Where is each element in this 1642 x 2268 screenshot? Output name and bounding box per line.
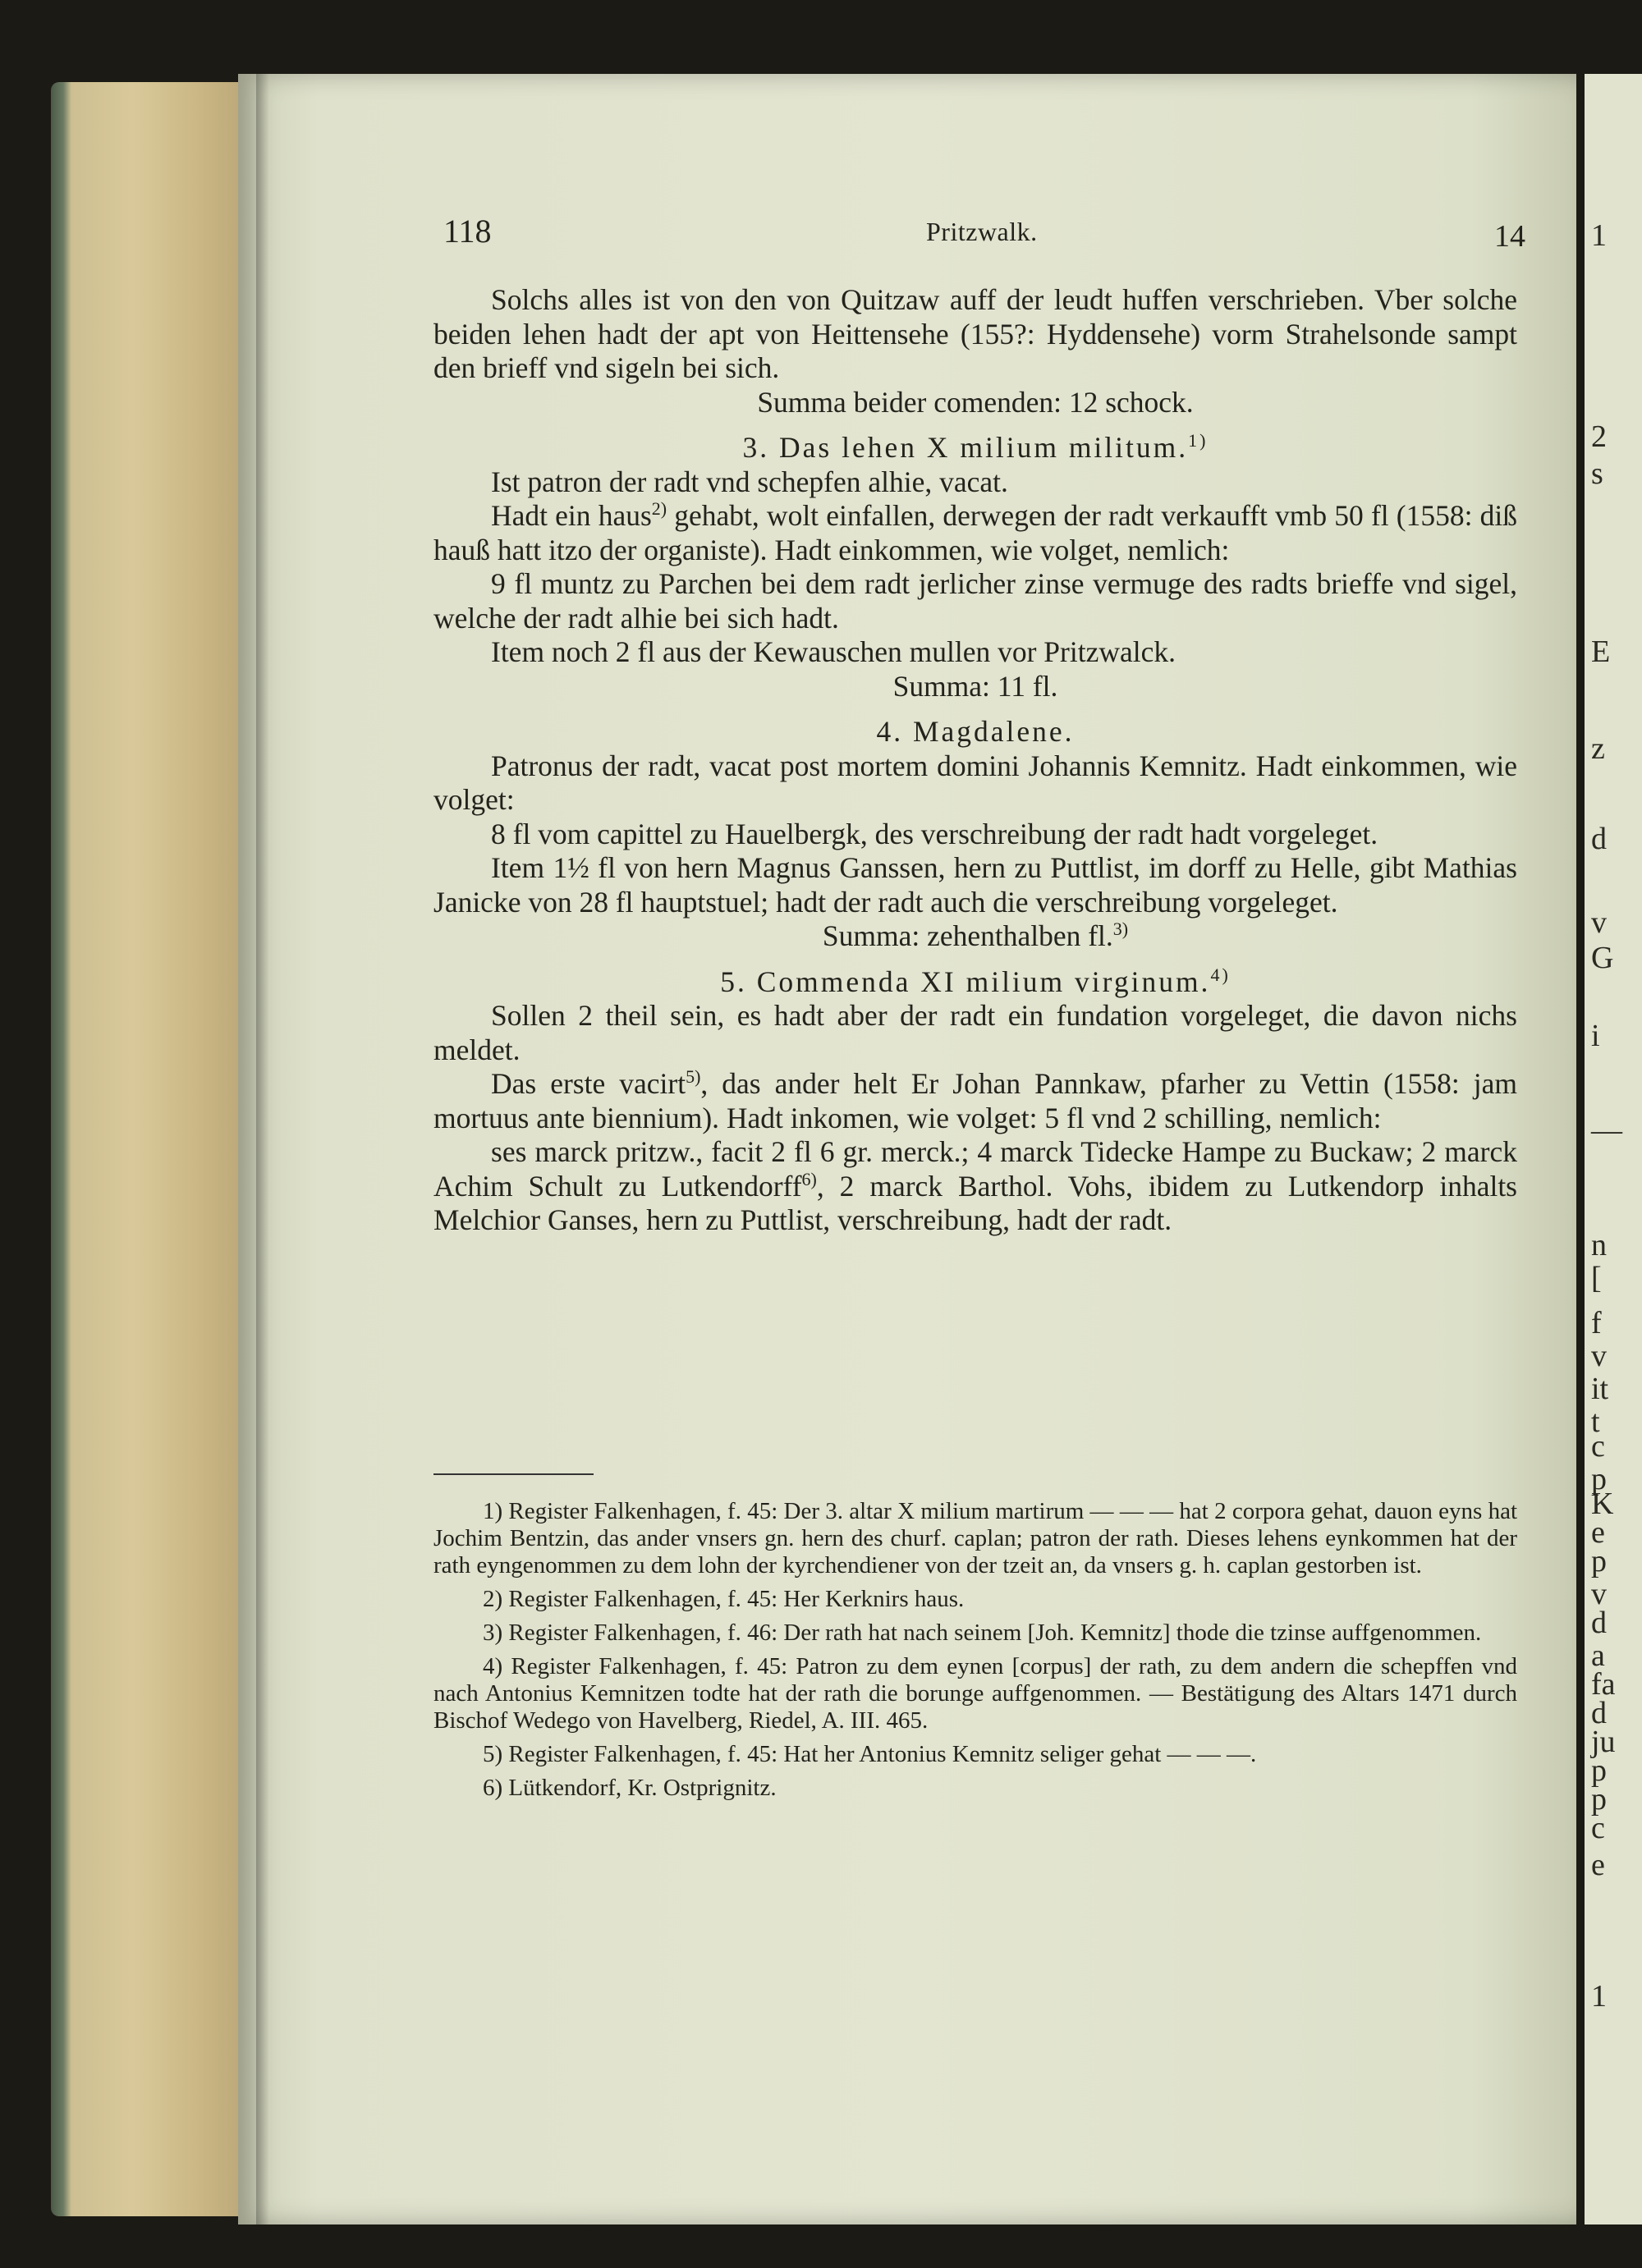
section-heading: 5. Commenda XI milium virginum.$^{4)}$ <box>720 964 1231 998</box>
next-page-edge <box>1585 74 1642 2224</box>
next-page-fragment: a <box>1591 1638 1605 1673</box>
facing-page-number: 14 <box>1494 219 1525 254</box>
next-page-fragment: f <box>1591 1306 1602 1340</box>
paragraph: Item noch 2 fl aus der Kewauschen mullen vor Pritzwalck. <box>491 635 1176 668</box>
section-heading: 3. Das lehen X milium militum.$^{1)}$ <box>742 429 1209 464</box>
next-page-fragment: p <box>1591 1753 1607 1788</box>
next-page-fragment: E <box>1591 635 1611 669</box>
next-page-fragment: s <box>1591 456 1603 491</box>
next-page-fragment: [ <box>1591 1261 1602 1295</box>
paragraph: ses marck pritzw., facit 2 fl 6 gr. merck.; 4 marck Tidecke Hampe zu Buckaw; 2 marck Achim Schult zu Lutkendorff$^{6)}$, 2 marck Barthol. Vohs, ibidem zu Lutkendorp inhalts Melchior Ganses, hern zu Puttlist, verschreibung, hadt der radt. <box>433 1135 1517 1236</box>
paragraph: Item 1½ fl von hern Magnus Ganssen, hern zu Puttlist, im dorff zu Helle, gibt Mathias Janicke von 28 fl hauptstuel; hadt der radt auch die verschreibung vorgeleget. <box>433 851 1517 919</box>
next-page-fragment: n <box>1591 1228 1607 1262</box>
footnote-divider <box>433 1473 594 1475</box>
next-page-fragment: e <box>1591 1848 1605 1882</box>
next-page-fragment: e <box>1591 1515 1605 1550</box>
paragraph: Ist patron der radt vnd schepfen alhie, vacat. <box>491 465 1008 498</box>
next-page-fragment: 2 <box>1591 419 1607 454</box>
next-page-fragment: K <box>1591 1487 1614 1521</box>
footnote-ref: 4) <box>1210 964 1231 985</box>
footnote: 6) Lütkendorf, Kr. Ostprignitz. <box>483 1775 777 1801</box>
footnotes <box>433 1498 1517 1808</box>
running-title: Pritzwalk. <box>926 217 1038 246</box>
page-number: 118 <box>443 213 492 250</box>
paragraph: Hadt ein haus$^{2)}$ gehabt, wolt einfallen, derwegen der radt verkaufft vmb 50 fl (1558: diß hauß hatt itzo der organiste). Hadt einkommen, wie volget, nemlich: <box>433 497 1518 566</box>
next-page-fragment: 1 <box>1591 1979 1607 2014</box>
footnote-ref: 2) <box>651 497 667 519</box>
book-page-edges <box>51 82 256 2216</box>
summa-line: Summa: zehenthalben fl.$^{3)}$ <box>822 918 1129 952</box>
footnote: 2) Register Falkenhagen, f. 45: Her Kerknirs haus. <box>483 1586 965 1612</box>
next-page-fragment: i <box>1591 1019 1600 1053</box>
paragraph: 9 fl muntz zu Parchen bei dem radt jerlicher zinse vermuge des radts brieffe vnd sigel, welche der radt alhie bei sich hadt. <box>433 567 1517 635</box>
footnote: 3) Register Falkenhagen, f. 46: Der rath hat nach seinem [Joh. Kemnitz] thode die tzinse auffgenommen. <box>483 1620 1482 1646</box>
next-page-fragment: v <box>1591 1577 1607 1611</box>
next-page-fragment: 1 <box>1591 218 1607 253</box>
next-page-fragment: G <box>1591 941 1614 975</box>
next-page-fragment: v <box>1591 905 1607 940</box>
paragraph: Solchs alles ist von den von Quitzaw auff der leudt huffen verschrieben. Vber solche beiden lehen hadt der apt von Heittensehe (155?: Hyddensehe) vorm Strahelsonde sampt den brieff vnd sigeln bei sich. <box>433 283 1517 384</box>
next-page-fragment: t <box>1591 1404 1600 1439</box>
next-page-fragment: d <box>1591 1696 1607 1730</box>
summa-line: Summa beider comenden: 12 schock. <box>757 385 1194 419</box>
footnote: 4) Register Falkenhagen, f. 45: Patron zu dem eynen [corpus] der rath, zu dem andern die schepffen vnd nach Antonius Kemnitzen todte hat der rath die borunge auffgenommen. — Bestätigung des Altars 1471 durch Bischof Wedego von Havelberg, Riedel, A. III. 465. <box>433 1653 1517 1734</box>
summa-line: Summa: 11 fl. <box>892 669 1058 703</box>
next-page-fragment: p <box>1591 1462 1607 1496</box>
next-page-fragment: c <box>1591 1429 1605 1464</box>
next-page-fragment: v <box>1591 1339 1607 1373</box>
footnote-ref: 3) <box>1112 918 1129 939</box>
next-page-fragment: ju <box>1591 1725 1616 1759</box>
paragraph: Sollen 2 theil sein, es hadt aber der radt ein fundation vorgeleget, die davon nichs meldet. <box>433 999 1517 1066</box>
next-page-fragment: z <box>1591 731 1605 766</box>
next-page-fragment: p <box>1591 1782 1607 1817</box>
next-page-fragment: d <box>1591 1606 1607 1640</box>
footnote: 5) Register Falkenhagen, f. 45: Hat her Antonius Kemnitz seliger gehat — — —. <box>483 1741 1257 1767</box>
paragraph: 8 fl vom capittel zu Hauelbergk, des verschreibung der radt hadt vorgeleget. <box>491 817 1378 850</box>
next-page-fragment: — <box>1591 1113 1622 1148</box>
next-page-fragment: it <box>1591 1372 1609 1406</box>
footnote: 1) Register Falkenhagen, f. 45: Der 3. altar X milium martirum — — — hat 2 corpora gehat, dauon eyns hat Jochim Bentzin, das ander vnsers gn. hern des churf. caplan; patron der rath. Dieses lehens eynkommen hat der rath eyngenommen zu dem lohn der kyrchendiener von der tzeit an, da vnsers g. h. caplan gestorben ist. <box>433 1498 1517 1578</box>
page-header <box>443 212 1525 261</box>
next-page-fragment: fa <box>1591 1667 1616 1702</box>
next-page-fragment: p <box>1591 1544 1607 1578</box>
next-page-fragment: c <box>1591 1811 1605 1845</box>
page-gutter-shadow <box>256 74 269 2224</box>
footnote-ref: 5) <box>686 1065 701 1087</box>
main-text <box>433 283 1517 1238</box>
footnote-ref: 6) <box>801 1168 817 1189</box>
section-heading: 4. Magdalene. <box>876 715 1075 748</box>
paragraph: Patronus der radt, vacat post mortem domini Johannis Kemnitz. Hadt einkommen, wie volget: <box>433 749 1517 816</box>
next-page-fragment: d <box>1591 822 1607 856</box>
paragraph: Das erste vacirt$^{5)}$, das ander helt Er Johan Pannkaw, pfarher zu Vettin (1558: jam mortuus ante biennium). Hadt inkomen, wie volget: 5 fl vnd 2 schilling, nemlich: <box>433 1065 1517 1134</box>
footnote-ref: 1) <box>1188 429 1209 451</box>
